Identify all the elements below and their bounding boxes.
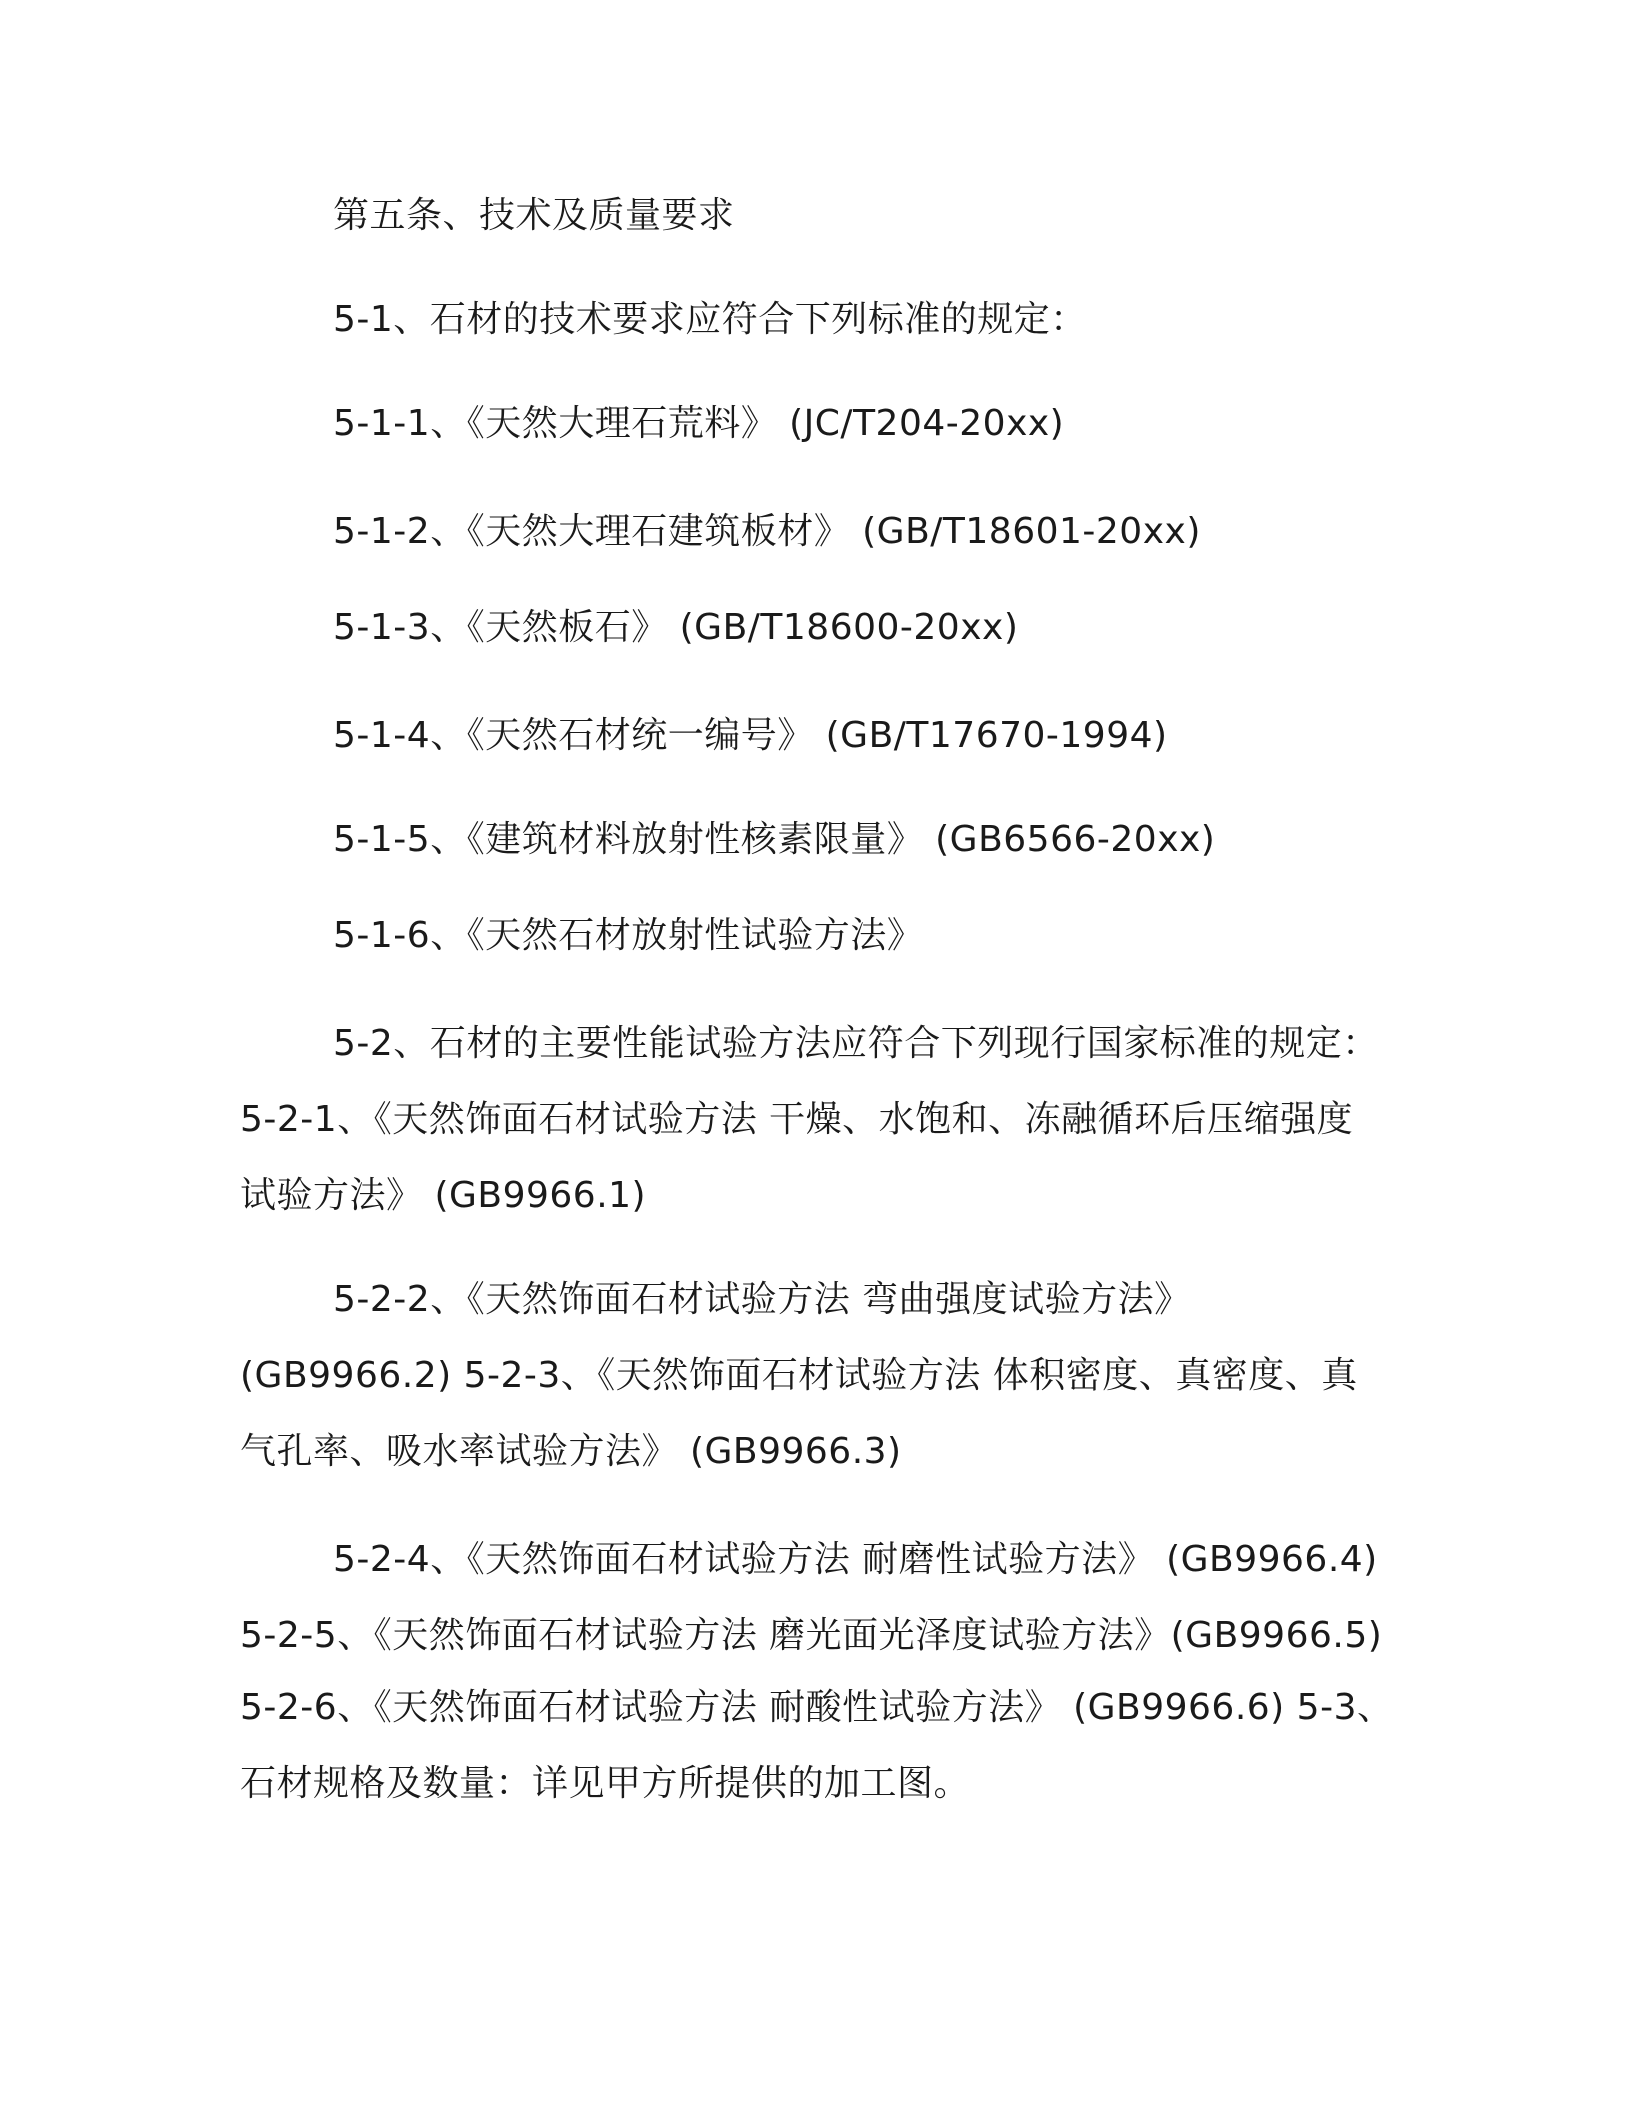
- list-item-5-1-6: 5-1-6、《天然石材放射性试验方法》: [333, 915, 924, 956]
- paragraph-5-2-4-line-3: 5-2-6、《天然饰面石材试验方法 耐酸性试验方法》 (GB9966.6) 5-3、: [240, 1687, 1394, 1728]
- paragraph-5-2-4-line-1: 5-2-4、《天然饰面石材试验方法 耐磨性试验方法》 (GB9966.4): [333, 1539, 1378, 1580]
- list-item-5-1-4: 5-1-4、《天然石材统一编号》 (GB/T17670-1994): [333, 715, 1168, 756]
- paragraph-5-2-1-line-2: 试验方法》 (GB9966.1): [240, 1175, 647, 1216]
- list-item-5-1-1: 5-1-1、《天然大理石荒料》 (JC/T204-20xx): [333, 403, 1065, 444]
- paragraph-5-2-2-line-3: 气孔率、吸水率试验方法》 (GB9966.3): [240, 1431, 902, 1472]
- list-item-5-1-5: 5-1-5、《建筑材料放射性核素限量》 (GB6566-20xx): [333, 819, 1216, 860]
- paragraph-5-2-4-line-2: 5-2-5、《天然饰面石材试验方法 磨光面光泽度试验方法》(GB9966.5): [240, 1615, 1383, 1656]
- paragraph-5-2-intro: 5-2、石材的主要性能试验方法应符合下列现行国家标准的规定：: [333, 1023, 1379, 1064]
- list-item-5-1-2: 5-1-2、《天然大理石建筑板材》 (GB/T18601-20xx): [333, 511, 1201, 552]
- paragraph-5-2-4-line-4: 石材规格及数量：详见甲方所提供的加工图。: [240, 1763, 971, 1804]
- paragraph-5-1-intro: 5-1、石材的技术要求应符合下列标准的规定：: [333, 299, 1087, 340]
- paragraph-5-2-2-line-1: 5-2-2、《天然饰面石材试验方法 弯曲强度试验方法》: [333, 1279, 1191, 1320]
- paragraph-5-2-1-line-1: 5-2-1、《天然饰面石材试验方法 干燥、水饱和、冻融循环后压缩强度: [240, 1099, 1354, 1140]
- list-item-5-1-3: 5-1-3、《天然板石》 (GB/T18600-20xx): [333, 607, 1019, 648]
- section-heading: 第五条、技术及质量要求: [333, 195, 735, 236]
- paragraph-5-2-2-line-2: (GB9966.2) 5-2-3、《天然饰面石材试验方法 体积密度、真密度、真: [240, 1355, 1358, 1396]
